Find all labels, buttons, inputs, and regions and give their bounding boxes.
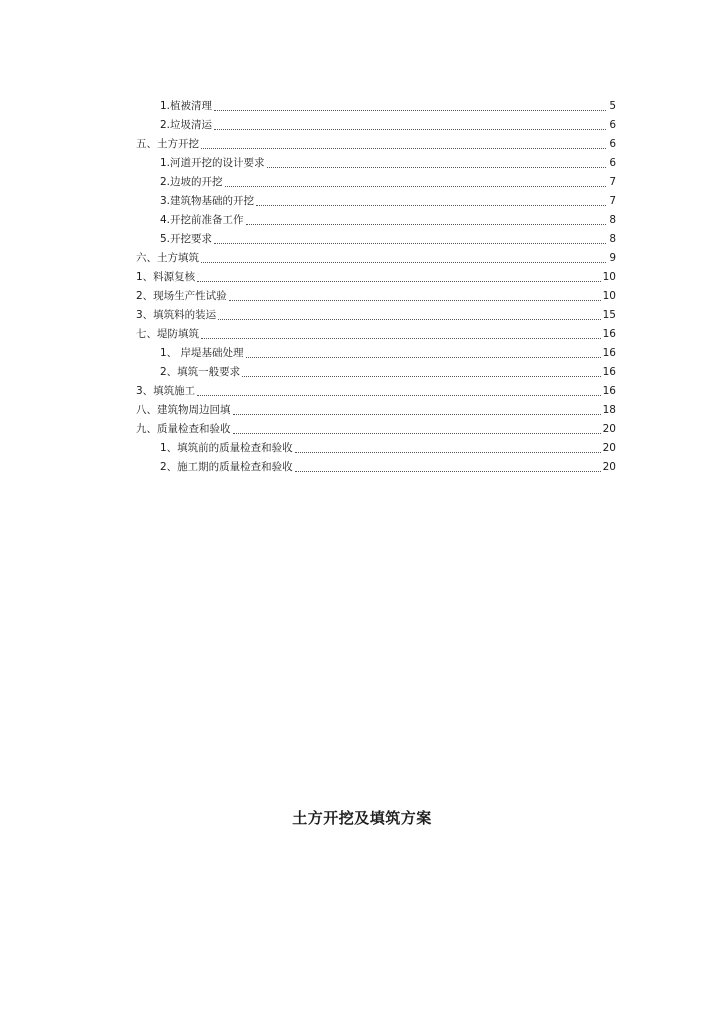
toc-entry-label: 五、土方开挖 xyxy=(136,138,199,150)
toc-entry[interactable] xyxy=(136,344,616,363)
toc-entry-label: 1.植被清理 xyxy=(160,100,213,112)
toc-dot-leader xyxy=(256,205,606,206)
toc-entry[interactable] xyxy=(136,458,616,477)
toc-dot-leader xyxy=(214,110,606,111)
toc-entry-page-number: 20 xyxy=(602,461,616,473)
toc-entry-label: 1、料源复核 xyxy=(136,271,196,283)
toc-entry[interactable] xyxy=(136,154,616,173)
toc-dot-leader xyxy=(201,148,606,149)
toc-entry-page-number: 6 xyxy=(609,157,616,169)
toc-dot-leader xyxy=(218,319,600,320)
toc-entry-page-number: 6 xyxy=(609,138,616,150)
toc-entry-page-number: 7 xyxy=(609,176,616,188)
toc-entry-label: 七、堤防填筑 xyxy=(136,328,199,340)
toc-entry[interactable] xyxy=(136,401,616,420)
toc-entry[interactable] xyxy=(136,173,616,192)
toc-entry-page-number: 7 xyxy=(609,195,616,207)
toc-dot-leader xyxy=(225,186,606,187)
toc-entry-label: 1、 岸堤基础处理 xyxy=(160,347,244,359)
toc-entry-page-number: 18 xyxy=(602,404,616,416)
toc-dot-leader xyxy=(197,281,600,282)
toc-entry-label: 5.开挖要求 xyxy=(160,233,213,245)
toc-dot-leader xyxy=(214,129,606,130)
toc-entry-label: 2、填筑一般要求 xyxy=(160,366,241,378)
toc-entry[interactable] xyxy=(136,268,616,287)
toc-dot-leader xyxy=(201,338,601,339)
toc-entry[interactable] xyxy=(136,135,616,154)
toc-entry[interactable] xyxy=(136,325,616,344)
toc-entry-label: 九、质量检查和验收 xyxy=(136,423,231,435)
toc-dot-leader xyxy=(233,433,601,434)
toc-entry-label: 八、建筑物周边回填 xyxy=(136,404,231,416)
toc-dot-leader xyxy=(246,357,601,358)
toc-entry[interactable] xyxy=(136,439,616,458)
toc-dot-leader xyxy=(229,300,601,301)
toc-entry-page-number: 16 xyxy=(602,328,616,340)
toc-entry-page-number: 20 xyxy=(602,442,616,454)
toc-entry-label: 2.边坡的开挖 xyxy=(160,176,223,188)
toc-entry-page-number: 15 xyxy=(602,309,616,321)
toc-entry-label: 1.河道开挖的设计要求 xyxy=(160,157,265,169)
toc-entry-label: 4.开挖前准备工作 xyxy=(160,214,244,226)
toc-entry-label: 3、填筑料的装运 xyxy=(136,309,217,321)
toc-dot-leader xyxy=(267,167,606,168)
toc-entry[interactable] xyxy=(136,230,616,249)
toc-entry-label: 2、施工期的质量检查和验收 xyxy=(160,461,293,473)
toc-entry[interactable] xyxy=(136,306,616,325)
toc-dot-leader xyxy=(295,452,601,453)
toc-entry-page-number: 10 xyxy=(602,271,616,283)
document-title: 土方开挖及填筑方案 xyxy=(292,809,432,827)
toc-dot-leader xyxy=(201,262,606,263)
toc-entry-page-number: 16 xyxy=(602,366,616,378)
toc-entry[interactable] xyxy=(136,211,616,230)
toc-entry-page-number: 20 xyxy=(602,423,616,435)
toc-entry[interactable] xyxy=(136,363,616,382)
toc-entry-label: 1、填筑前的质量检查和验收 xyxy=(160,442,293,454)
toc-entry-page-number: 8 xyxy=(609,214,616,226)
toc-entry-page-number: 9 xyxy=(609,252,616,264)
toc-dot-leader xyxy=(214,243,606,244)
toc-entry-page-number: 16 xyxy=(602,385,616,397)
toc-entry-page-number: 10 xyxy=(602,290,616,302)
toc-entry-label: 2、现场生产性试验 xyxy=(136,290,227,302)
toc-entry[interactable] xyxy=(136,116,616,135)
table-of-contents xyxy=(136,97,616,477)
toc-dot-leader xyxy=(242,376,600,377)
toc-entry[interactable] xyxy=(136,97,616,116)
toc-dot-leader xyxy=(197,395,600,396)
toc-entry-label: 2.垃圾清运 xyxy=(160,119,213,131)
toc-entry[interactable] xyxy=(136,287,616,306)
toc-entry-page-number: 8 xyxy=(609,233,616,245)
toc-entry-page-number: 5 xyxy=(609,100,616,112)
toc-entry-page-number: 16 xyxy=(602,347,616,359)
toc-entry[interactable] xyxy=(136,192,616,211)
toc-entry[interactable] xyxy=(136,382,616,401)
toc-entry-label: 六、土方填筑 xyxy=(136,252,199,264)
toc-dot-leader xyxy=(295,471,601,472)
toc-dot-leader xyxy=(246,224,606,225)
toc-entry[interactable] xyxy=(136,420,616,439)
toc-entry[interactable] xyxy=(136,249,616,268)
toc-entry-label: 3.建筑物基础的开挖 xyxy=(160,195,255,207)
toc-entry-label: 3、填筑施工 xyxy=(136,385,196,397)
toc-entry-page-number: 6 xyxy=(609,119,616,131)
toc-dot-leader xyxy=(233,414,601,415)
